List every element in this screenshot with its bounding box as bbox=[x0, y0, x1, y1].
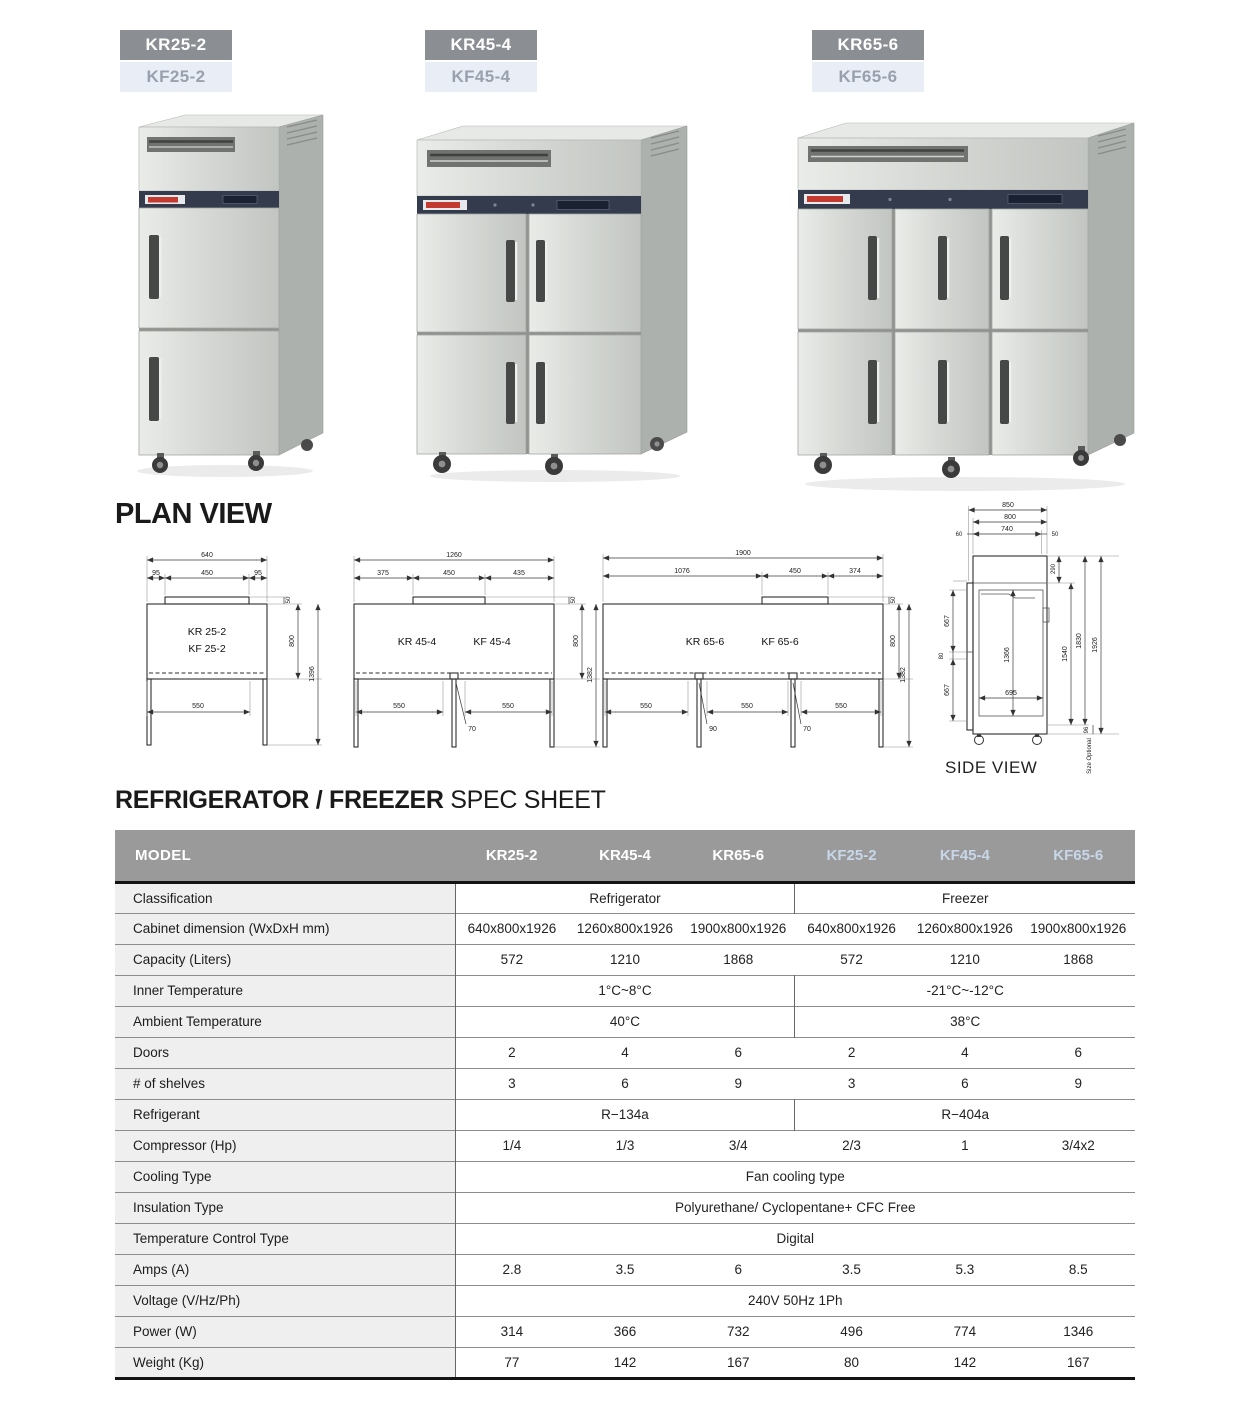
compressor-housing bbox=[417, 140, 641, 196]
cell: 1 bbox=[961, 1138, 969, 1153]
dim-label: 450 bbox=[789, 568, 801, 575]
brand-logo bbox=[807, 196, 843, 202]
dim-label: 290 bbox=[1051, 563, 1057, 575]
header-model: MODEL bbox=[135, 846, 192, 864]
cell: 1260x800x1926 bbox=[576, 921, 674, 936]
dim-label: 90 bbox=[709, 726, 717, 733]
dim-label: 667 bbox=[944, 684, 951, 696]
brand-band bbox=[417, 196, 641, 214]
dim-label: 435 bbox=[513, 570, 525, 577]
dim-label: 550 bbox=[502, 703, 514, 710]
cell: 1900x800x1926 bbox=[1030, 921, 1127, 936]
cell: 732 bbox=[727, 1324, 750, 1339]
plan-model-label: KR 65-6 bbox=[685, 636, 725, 648]
cell: 572 bbox=[840, 952, 863, 967]
dim-label: 800 bbox=[1004, 514, 1016, 521]
dim-label: 95 bbox=[152, 570, 160, 577]
header-kr25-2: KR25-2 bbox=[485, 846, 538, 864]
cell: 3.5 bbox=[615, 1262, 635, 1277]
brand-logo bbox=[426, 202, 460, 208]
plan-drawing-45 bbox=[342, 542, 607, 757]
cell: 6 bbox=[734, 1045, 743, 1060]
row-power bbox=[115, 1316, 1135, 1347]
header-kr45-4: KR45-4 bbox=[599, 846, 651, 864]
row-label: Amps (A) bbox=[115, 1254, 455, 1285]
cell: 1°C~8°C bbox=[455, 975, 795, 1006]
dim-label: 667 bbox=[944, 615, 951, 627]
side-view-caption: SIDE VIEW bbox=[945, 758, 1038, 777]
cell: -21°C~-12°C bbox=[795, 975, 1135, 1006]
cabinet-top bbox=[798, 123, 1134, 138]
cell: 77 bbox=[455, 1347, 568, 1378]
cell: Refrigerator bbox=[455, 882, 795, 913]
row-temperature-control bbox=[115, 1223, 1135, 1254]
header-kf25-2: KF25-2 bbox=[826, 846, 877, 864]
cell: 142 bbox=[613, 1354, 637, 1370]
row-label: Weight (Kg) bbox=[115, 1347, 455, 1378]
cell: 496 bbox=[840, 1324, 863, 1339]
badge-kf65-6: KF65-6 bbox=[812, 62, 924, 92]
cell: 3 bbox=[847, 1076, 856, 1091]
row-insulation-type bbox=[115, 1192, 1135, 1223]
dim-label: 50 bbox=[571, 596, 577, 604]
side-view-drawing bbox=[925, 498, 1140, 776]
cell: 3 bbox=[455, 1068, 568, 1099]
cell: 8.5 bbox=[1068, 1262, 1088, 1277]
brand-band bbox=[139, 191, 279, 208]
row-voltage bbox=[115, 1285, 1135, 1316]
model-badge-group-45 bbox=[425, 30, 537, 92]
row-refrigerant bbox=[115, 1099, 1135, 1130]
badge-kf45-4: KF45-4 bbox=[425, 62, 537, 92]
side-view-note: Size Optional bbox=[1087, 738, 1093, 774]
dim-label: 374 bbox=[849, 568, 861, 575]
digital-display bbox=[1008, 195, 1062, 204]
cell: 572 bbox=[455, 944, 568, 975]
dim-label: 95 bbox=[254, 570, 262, 577]
dim-label: 550 bbox=[192, 703, 204, 710]
dim-label: 70 bbox=[468, 726, 476, 733]
cell: Polyurethane/ Cyclopentane+ CFC Free bbox=[455, 1192, 1135, 1223]
product-photo-kr25-2 bbox=[125, 103, 335, 483]
row-shelves bbox=[115, 1068, 1135, 1099]
spec-table-header bbox=[115, 830, 1135, 882]
cell: 80 bbox=[844, 1354, 860, 1370]
row-label: Ambient Temperature bbox=[115, 1006, 455, 1037]
row-label: Capacity (Liters) bbox=[115, 944, 455, 975]
dim-label: 70 bbox=[803, 726, 811, 733]
front-vent-grille bbox=[427, 150, 551, 167]
badge-kr65-6: KR65-6 bbox=[812, 30, 924, 60]
row-label: Insulation Type bbox=[115, 1192, 455, 1223]
cell: 2 bbox=[455, 1037, 568, 1068]
dim-label: 96 bbox=[1084, 726, 1090, 734]
cell: 1900x800x1926 bbox=[690, 921, 787, 936]
dim-label: 800 bbox=[890, 635, 897, 647]
cell: 1/3 bbox=[615, 1138, 635, 1153]
cell: Freezer bbox=[795, 882, 1135, 913]
row-label: Doors bbox=[115, 1037, 455, 1068]
spec-title-bold: REFRIGERATOR / FREEZER bbox=[115, 786, 444, 814]
dim-label: 850 bbox=[1002, 502, 1014, 509]
dim-label: 550 bbox=[393, 703, 405, 710]
dim-label: 450 bbox=[443, 570, 455, 577]
cell: 2/3 bbox=[842, 1138, 861, 1153]
row-inner-temperature bbox=[115, 975, 1135, 1006]
dim-label: 1366 bbox=[1004, 647, 1011, 663]
cell: 640x800x1926 bbox=[455, 913, 568, 944]
plan-model-label: KF 25-2 bbox=[188, 643, 226, 655]
cell: 142 bbox=[953, 1354, 977, 1370]
cell: 40°C bbox=[455, 1006, 795, 1037]
cabinet-side bbox=[641, 126, 687, 454]
cell: 167 bbox=[727, 1354, 750, 1370]
dim-label: 50 bbox=[891, 596, 897, 604]
dim-label: 1260 bbox=[446, 552, 462, 559]
badge-kf25-2: KF25-2 bbox=[120, 62, 232, 92]
dim-label: 550 bbox=[640, 703, 652, 710]
row-label: Cabinet dimension (WxDxH mm) bbox=[115, 913, 455, 944]
row-label: Compressor (Hp) bbox=[115, 1130, 455, 1161]
dim-label: 550 bbox=[741, 703, 753, 710]
cell: 3/4x2 bbox=[1061, 1138, 1095, 1153]
cabinet-side bbox=[1088, 123, 1134, 455]
compressor-housing bbox=[798, 138, 1088, 190]
compressor-housing bbox=[139, 127, 279, 191]
row-classification bbox=[115, 882, 1135, 913]
row-doors bbox=[115, 1037, 1135, 1068]
cell: 1868 bbox=[1063, 952, 1094, 967]
row-label: Cooling Type bbox=[115, 1161, 455, 1192]
cell: Digital bbox=[455, 1223, 1135, 1254]
cell: 6 bbox=[961, 1076, 969, 1091]
cell: 1346 bbox=[1063, 1324, 1094, 1339]
dim-label: 1540 bbox=[1062, 646, 1069, 662]
row-label: Refrigerant bbox=[115, 1099, 455, 1130]
brand-logo bbox=[148, 197, 178, 203]
row-label: Power (W) bbox=[115, 1316, 455, 1347]
dim-label: 800 bbox=[573, 635, 580, 647]
cell: 774 bbox=[953, 1324, 977, 1339]
cell: R−404a bbox=[795, 1099, 1135, 1130]
row-label: Temperature Control Type bbox=[115, 1223, 455, 1254]
cell: 6 bbox=[734, 1262, 743, 1277]
model-badge-group-25 bbox=[120, 30, 232, 92]
spec-table bbox=[115, 830, 1135, 1380]
header-kf65-6: KF65-6 bbox=[1053, 846, 1104, 864]
header-kr65-6: KR65-6 bbox=[712, 846, 765, 864]
cell: 9 bbox=[1074, 1076, 1083, 1091]
cell: 1260x800x1926 bbox=[916, 921, 1013, 936]
floor-shadow bbox=[805, 477, 1125, 491]
plan-model-label: KF 65-6 bbox=[761, 636, 799, 648]
plan-model-label: KF 45-4 bbox=[473, 636, 511, 648]
row-compressor bbox=[115, 1130, 1135, 1161]
front-vent-grille bbox=[808, 146, 968, 162]
dim-label: 1382 bbox=[587, 667, 594, 683]
dim-label: 60 bbox=[955, 532, 963, 538]
brand-band bbox=[798, 190, 1088, 209]
cell: 4 bbox=[961, 1045, 969, 1060]
dim-label: 50 bbox=[286, 596, 292, 604]
plan-model-label: KR 25-2 bbox=[187, 626, 227, 638]
row-ambient-temperature bbox=[115, 1006, 1135, 1037]
row-capacity bbox=[115, 944, 1135, 975]
cell: 366 bbox=[613, 1324, 637, 1339]
cell: Fan cooling type bbox=[455, 1161, 1135, 1192]
product-photo-kr45-4 bbox=[405, 112, 710, 487]
row-label: # of shelves bbox=[115, 1068, 455, 1099]
cell: 38°C bbox=[795, 1006, 1135, 1037]
cell: 640x800x1926 bbox=[807, 921, 896, 936]
cell: 9 bbox=[734, 1076, 743, 1091]
dim-label: 1382 bbox=[900, 667, 907, 683]
row-cabinet-dimension bbox=[115, 913, 1135, 944]
cell: 3/4 bbox=[728, 1138, 748, 1153]
dim-label: 1396 bbox=[309, 666, 316, 682]
dim-label: 1926 bbox=[1092, 637, 1099, 653]
row-weight bbox=[115, 1347, 1135, 1378]
dim-label: 80 bbox=[939, 652, 945, 660]
cell: 6 bbox=[1074, 1045, 1083, 1060]
dim-label: 375 bbox=[377, 570, 389, 577]
dim-label: 740 bbox=[1001, 526, 1013, 533]
row-label: Classification bbox=[115, 882, 455, 913]
dim-label: 1900 bbox=[735, 550, 751, 557]
plan-view-title: PLAN VIEW bbox=[115, 498, 272, 530]
dim-label: 1076 bbox=[674, 568, 690, 575]
row-amps bbox=[115, 1254, 1135, 1285]
digital-display bbox=[223, 196, 257, 204]
cell: 1868 bbox=[723, 952, 754, 967]
badge-kr25-2: KR25-2 bbox=[120, 30, 232, 60]
cell: 4 bbox=[621, 1045, 629, 1060]
row-label: Voltage (V/Hz/Ph) bbox=[115, 1285, 455, 1316]
cell: 1/4 bbox=[455, 1130, 568, 1161]
row-label: Inner Temperature bbox=[115, 975, 455, 1006]
plan-drawing-65 bbox=[595, 542, 915, 757]
dim-label: 800 bbox=[289, 635, 296, 647]
cell: 314 bbox=[455, 1316, 568, 1347]
cell: 1210 bbox=[949, 952, 980, 967]
header-kf45-4: KF45-4 bbox=[939, 846, 990, 864]
dim-label: 450 bbox=[201, 570, 213, 577]
front-vent-grille bbox=[147, 137, 235, 152]
spec-sheet-title bbox=[115, 786, 606, 815]
cabinet-side bbox=[279, 115, 323, 455]
dim-label: 50 bbox=[1051, 532, 1059, 538]
cell: 240V 50Hz 1Ph bbox=[455, 1285, 1135, 1316]
digital-display bbox=[557, 201, 609, 210]
cell: 2.8 bbox=[455, 1254, 568, 1285]
cell: 3.5 bbox=[842, 1262, 861, 1277]
product-photo-kr65-6 bbox=[790, 108, 1150, 498]
cabinet-top bbox=[417, 126, 687, 140]
plan-model-label: KR 45-4 bbox=[397, 636, 437, 648]
dim-label: 640 bbox=[201, 552, 213, 559]
badge-kr45-4: KR45-4 bbox=[425, 30, 537, 60]
dim-label: 1830 bbox=[1076, 633, 1083, 649]
side-view-casters bbox=[975, 734, 1042, 745]
cell: 5.3 bbox=[955, 1262, 975, 1277]
cell: 6 bbox=[621, 1076, 629, 1091]
model-badge-group-65 bbox=[812, 30, 924, 92]
cell: 167 bbox=[1066, 1354, 1090, 1370]
dim-label: 695 bbox=[1005, 690, 1017, 697]
dim-label: 550 bbox=[835, 703, 847, 710]
cell: 2 bbox=[847, 1045, 856, 1060]
plan-drawing-25 bbox=[122, 542, 372, 757]
row-cooling-type bbox=[115, 1161, 1135, 1192]
cell: 1210 bbox=[609, 952, 640, 967]
cell: R−134a bbox=[455, 1099, 795, 1130]
spec-title-light: SPEC SHEET bbox=[450, 786, 606, 814]
